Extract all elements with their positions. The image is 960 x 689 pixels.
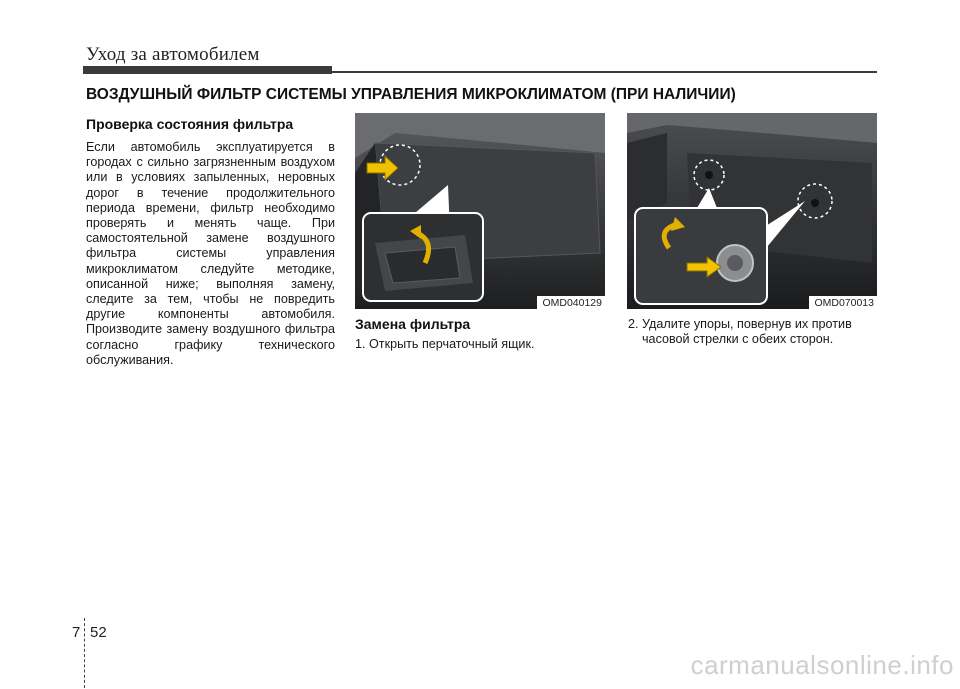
- step-1: 1. Открыть перчаточный ящик.: [355, 337, 535, 351]
- chapter-number: 7: [72, 624, 81, 641]
- glovebox-figure: [355, 113, 605, 309]
- page-number: 52: [90, 624, 107, 641]
- header-rule: [332, 71, 877, 73]
- replace-heading: Замена фильтра: [355, 316, 471, 332]
- page-divider: [84, 618, 85, 688]
- figure-code: OMD040129: [537, 296, 605, 309]
- chapter-title: Уход за автомобилем: [86, 44, 260, 65]
- glovebox-illustration: [355, 113, 605, 309]
- figure-code: OMD070013: [809, 296, 877, 309]
- header-bar: [83, 66, 332, 74]
- check-heading: Проверка состояния фильтра: [86, 116, 294, 132]
- stopper-illustration: [627, 113, 877, 309]
- step-2: 2. Удалите упоры, повернув их против часовой стрелки с обеих сторон.: [628, 317, 852, 347]
- check-paragraph: Если автомобиль эксплуатируется в городах с сильно загрязненным воздухом или в условиях запыленных, неровных дорог в течение продолжительного периода времени, фильтр необходимо проверять и менять чаще. При самостоятельной замене воздушного фильтра системы управления микроклиматом следуйте методике, описанной ниже; выполняя замену, следите за тем, чтобы не повредить другие компоненты автомобиля. Производите замену воздушного фильтра согласно графику технического обслуживания.: [86, 140, 335, 367]
- stopper-figure: [627, 113, 877, 309]
- watermark: carmanualsonline.info: [690, 650, 954, 680]
- section-title: ВОЗДУШНЫЙ ФИЛЬТР СИСТЕМЫ УПРАВЛЕНИЯ МИКРОКЛИМАТОМ (ПРИ НАЛИЧИИ): [86, 86, 736, 103]
